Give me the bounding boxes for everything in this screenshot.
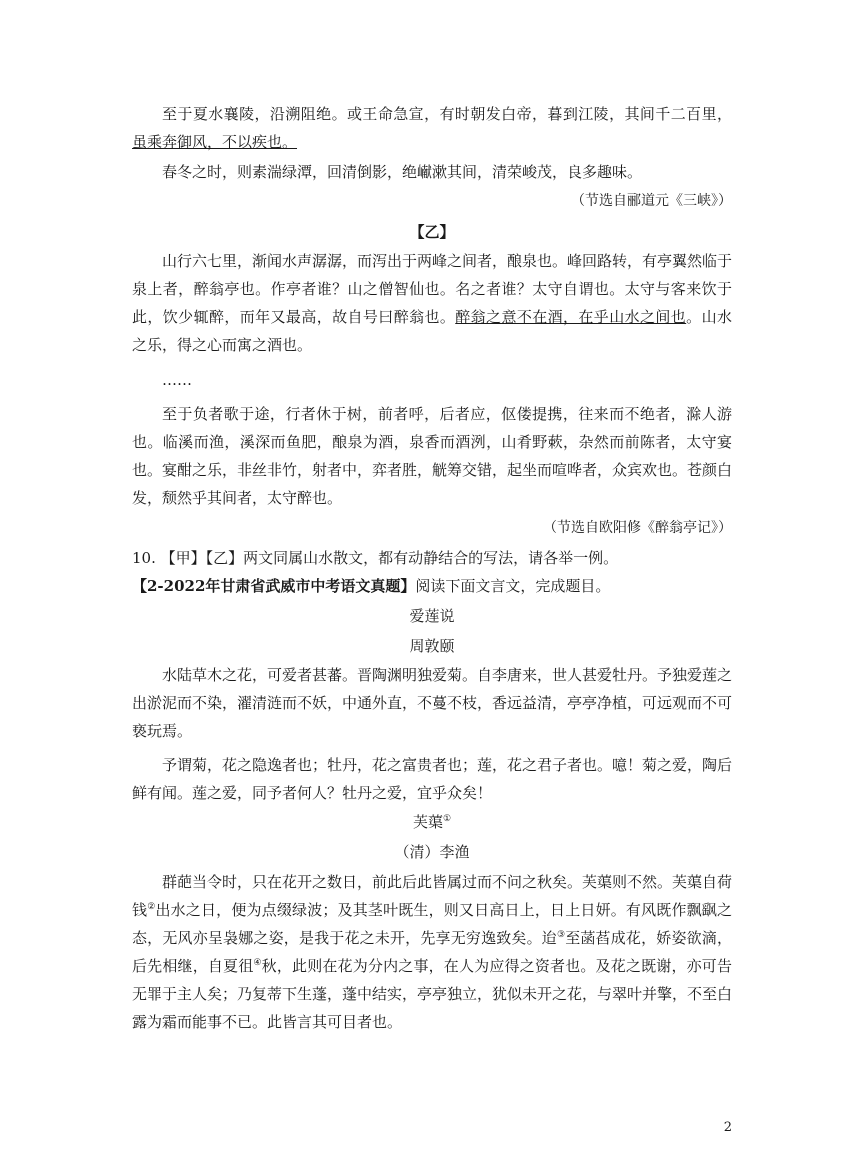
furong-paragraph-1: [132, 868, 732, 1036]
yi-p1-underlined: 醉翁之意不在酒，在乎山水之间也: [455, 308, 687, 326]
ailian-paragraph-1: 水陆草木之花，可爱者甚蕃。晋陶渊明独爱菊。自李唐来，世人甚爱牡丹。予独爱莲之出淤泥而不染，濯清涟而不妖，中通外直，不蔓不枝，香远益清，亭亭净植，可远观而不可亵玩焉。: [132, 666, 733, 740]
question-2-intro: 阅读下面文言文，完成题目。: [415, 577, 611, 595]
ailian-title: 爱莲说: [409, 607, 455, 625]
ailian-paragraph-2: 予谓菊，花之隐逸者也；牡丹，花之富贵者也；莲，花之君子者也。噫！菊之爱，陶后鲜有闻。莲之爱，同予者何人？牡丹之爱，宜乎众矣！: [132, 756, 733, 802]
question-2-source: 【2-2022年甘肃省武威市中考语文真题】: [132, 577, 416, 595]
jia-paragraph-2: [132, 158, 732, 186]
furong-text-a: 群葩当令时，只在花开之数日，前此后此皆属过而不问之秋矣。芙蕖则不然。芙蕖自荷钱: [132, 873, 733, 919]
yi-ellipsis: ……: [162, 371, 192, 389]
question-10: 10. 【甲】【乙】两文同属山水散文，都有动静结合的写法，请各举一例。: [132, 549, 619, 567]
jia-p2-text: 春冬之时，则素湍绿潭，回清倒影，绝𪩘漱其间，清荣峻茂，良多趣味。: [162, 163, 643, 181]
furong-author: （清）李渔: [394, 843, 470, 861]
furong-text-d: 秋，此则在花为分内之事，在人为应得之资者也。及花之既谢，亦可告无罪于主人矣；乃复蒂下生蓬，蓬中结实，亭亭独立，犹似未开之花，与翠叶并擎，不至白露为霜而能事不已。此皆言其可目者也。: [132, 957, 733, 1031]
furong-title: [132, 808, 732, 836]
yi-source: （节选自欧阳修《醉翁亭记》）: [543, 520, 732, 536]
jia-paragraph-1: [132, 100, 732, 156]
furong-title-text: 芙蕖: [412, 813, 443, 831]
yi-heading: 【乙】: [409, 223, 455, 241]
jia-p1-underlined: 虽乘奔御风，不以疾也。: [132, 133, 298, 151]
furong-text-c: 至菡萏成花，娇姿欲滴，后先相继，自夏徂: [132, 929, 732, 975]
page-number: 2: [723, 1120, 732, 1135]
footnote-marker: ②: [147, 902, 156, 912]
footnote-marker: ④: [253, 958, 262, 968]
jia-source: （节选自郦道元《三峡》）: [571, 193, 732, 209]
yi-p1-tail: 。山水之乐，得之心而寓之酒也。: [132, 308, 732, 354]
footnote-marker: ①: [442, 814, 452, 824]
jia-p1-text: 至于夏水襄陵，沿溯阻绝。或王命急宣，有时朝发白帝，暮到江陵，其间千二百里，: [162, 105, 732, 123]
furong-text-b: 出水之日，便为点缀绿波；及其茎叶既生，则又日高日上，日上日妍。有风既作飘飖之态，无风亦呈袅娜之姿，是我于花之未开，先享无穷逸致矣。迨: [132, 901, 732, 947]
ailian-author: 周敦颐: [409, 637, 455, 655]
question-2-header: [132, 572, 732, 600]
footnote-marker: ③: [556, 930, 566, 940]
yi-paragraph-2: 至于负者歌于途，行者休于树，前者呼，后者应，伛偻提携，往来而不绝者，滁人游也。临溪而渔，溪深而鱼肥，酿泉为酒，泉香而酒洌，山肴野蔌，杂然而前陈者，太守宴也。宴酣之乐，非丝非竹，射者中，弈者胜，觥筹交错，起坐而喧哗者，众宾欢也。苍颜白发，颓然乎其间者，太守醉也。: [132, 405, 733, 507]
yi-p1-text: 山行六七里，渐闻水声潺潺，而泻出于两峰之间者，酿泉也。峰回路转，有亭翼然临于泉上者，醉翁亭也。作亭者谁？山之僧智仙也。名之者谁？太守自谓也。太守与客来饮于此，饮少辄醉，而年又最高，故自号曰醉翁也。: [132, 252, 733, 326]
yi-paragraph-1: [132, 247, 732, 359]
